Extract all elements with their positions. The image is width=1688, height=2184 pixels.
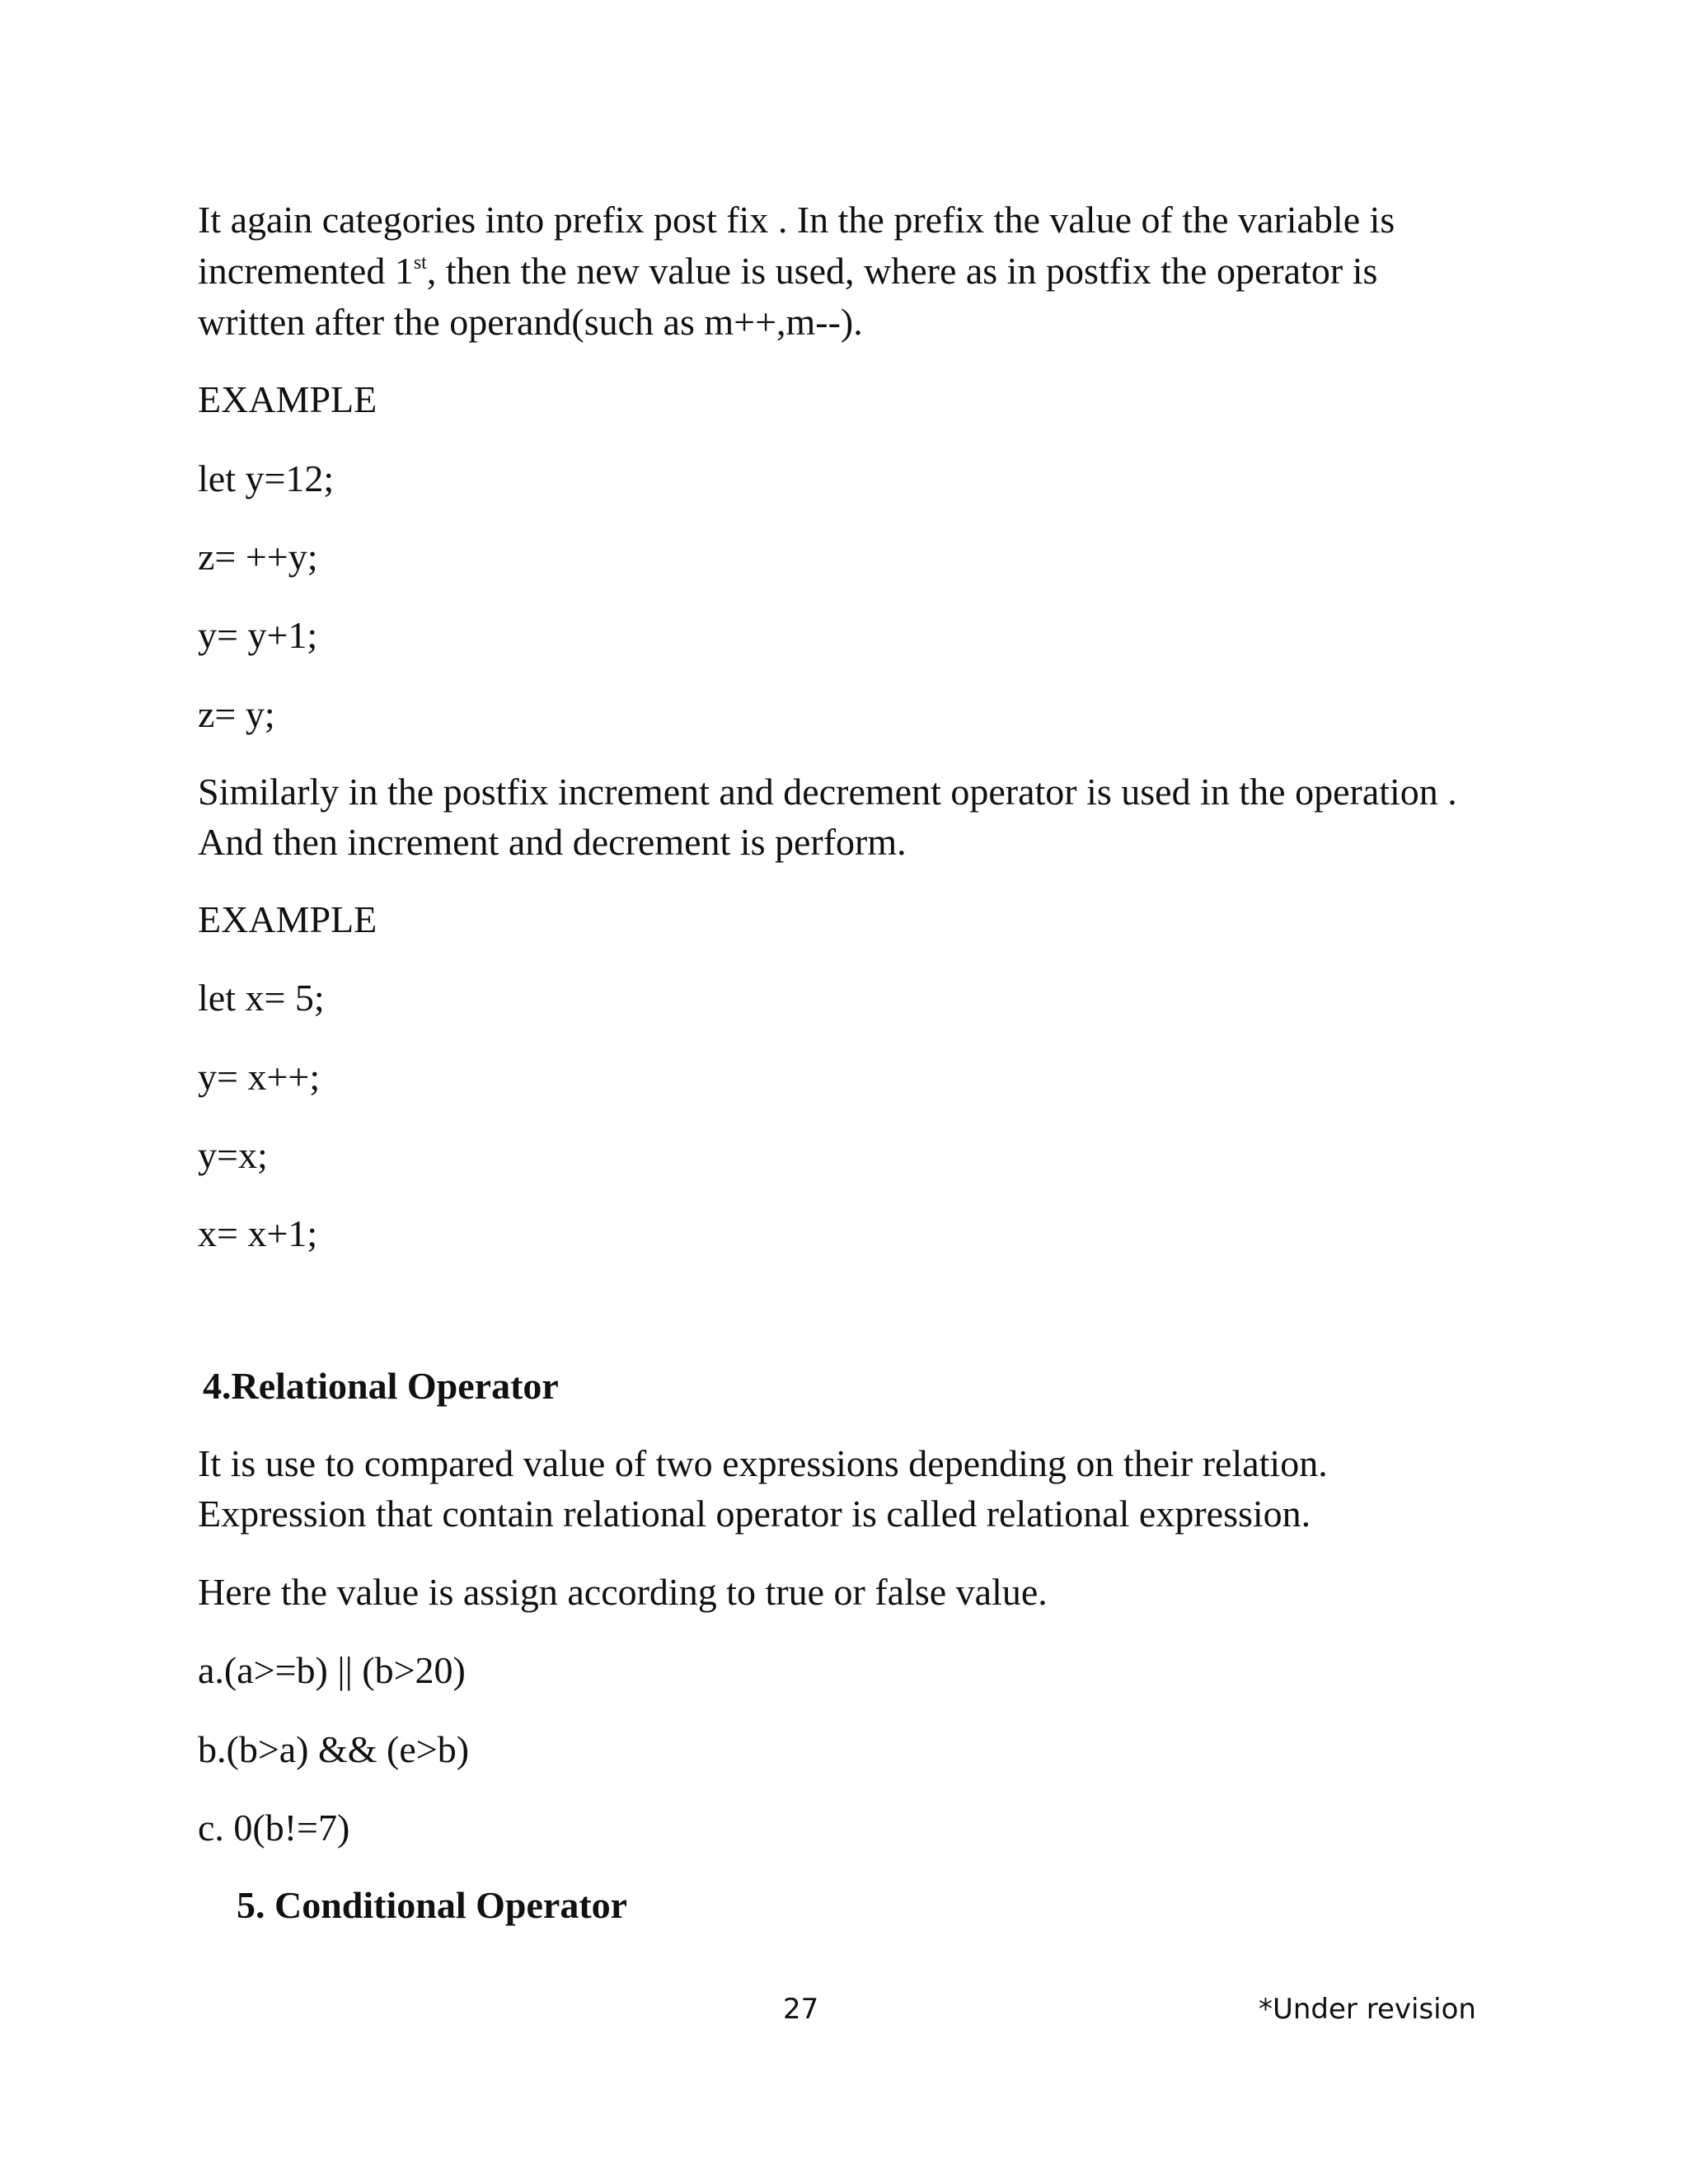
relational-example-item: a.(a>=b) || (b>20) (198, 1649, 466, 1691)
paragraph-1-line-2-end: , then the new value is used, where as in postfix the operator is (426, 250, 1378, 292)
section-4-line-3: Here the value is assign according to true or false value. (198, 1571, 1048, 1613)
page-number: 27 (783, 1993, 819, 2026)
relational-example-item: c. 0(b!=7) (198, 1807, 350, 1849)
ordinal-superscript: st (413, 252, 427, 274)
paragraph-1-line-1: It again categories into prefix post fix . In the prefix the value of the variable is (198, 199, 1395, 241)
section-4-heading: 4.Relational Operator (203, 1365, 559, 1407)
paragraph-1-line-2 (198, 246, 1377, 297)
example-2-code-line: x= x+1; (198, 1212, 318, 1254)
example-2-label: EXAMPLE (198, 898, 377, 940)
section-4-line-2: Expression that contain relational operator is called relational expression. (198, 1493, 1311, 1535)
paragraph-2-line-2: And then increment and decrement is perform. (198, 821, 907, 863)
example-2-code-line: y=x; (198, 1134, 268, 1176)
example-1-code-line: z= ++y; (198, 536, 318, 578)
section-5-heading: 5. Conditional Operator (237, 1884, 628, 1926)
paragraph-1-line-3: written after the operand(such as m++,m--). (198, 301, 863, 343)
example-1-code-line: let y=12; (198, 457, 335, 499)
example-2-code-line: y= x++; (198, 1056, 321, 1098)
paragraph-2-line-1: Similarly in the postfix increment and decrement operator is used in the operation . (198, 771, 1457, 813)
example-1-code-line: y= y+1; (198, 614, 318, 656)
relational-example-item: b.(b>a) && (e>b) (198, 1728, 470, 1770)
paragraph-1-line-2-start: incremented 1 (198, 250, 414, 292)
example-1-label: EXAMPLE (198, 378, 377, 420)
revision-note: *Under revision (1259, 1993, 1476, 2026)
section-4-line-1: It is use to compared value of two expressions depending on their relation. (198, 1442, 1328, 1484)
example-2-code-line: let x= 5; (198, 977, 325, 1019)
example-1-code-line: z= y; (198, 693, 275, 735)
